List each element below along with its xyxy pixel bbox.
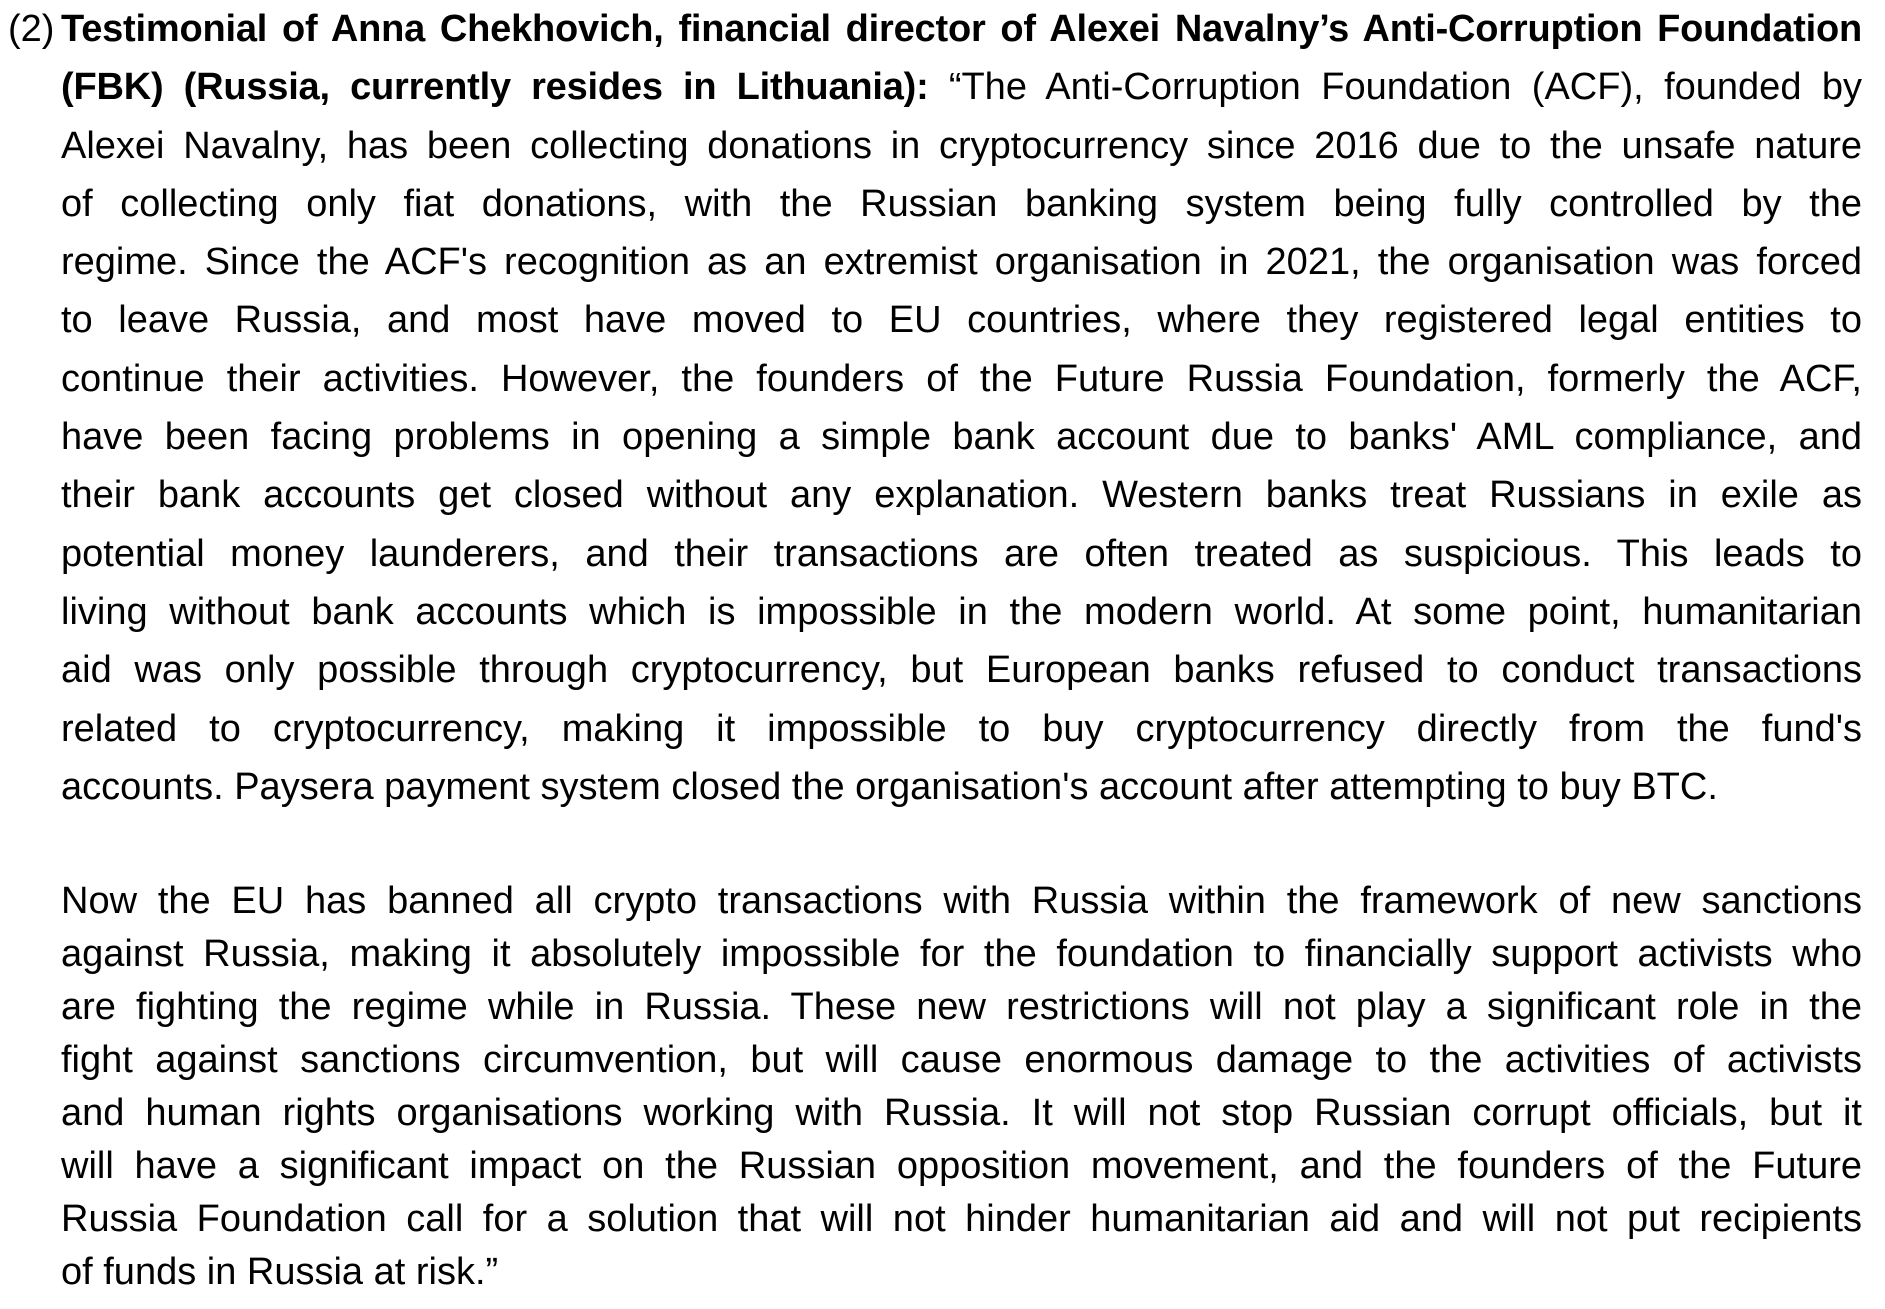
regular-text: against Russia, making it absolutely impossible for the foundation to financially support activists who [61,933,1862,975]
text-line [61,291,1862,349]
regular-text: related to cryptocurrency, making it impossible to buy cryptocurrency directly from the fund's [61,707,1862,750]
regular-text: regime. Since the ACF's recognition as an extremist organisation in 2021, the organisation was forced [61,241,1862,284]
regular-text: have been facing problems in opening a simple bank account due to banks' AML compliance, and [61,416,1862,459]
testimonial-paragraph-1 [61,0,1862,816]
regular-text: to leave Russia, and most have moved to EU countries, where they registered legal entities to [61,299,1862,342]
text-line [61,928,1862,981]
text-line [61,350,1862,408]
text-line [61,981,1862,1034]
text-line [61,525,1862,583]
bold-text: Testimonial of Anna Chekhovich, financial director of Alexei Navalny’s Anti-Corruption Foundation [61,8,1862,50]
testimonial-paragraph-2 [61,875,1862,1299]
regular-text: Alexei Navalny, has been collecting donations in cryptocurrency since 2016 due to the unsafe nature [61,124,1862,167]
regular-text: fight against sanctions circumvention, but will cause enormous damage to the activities of activists [61,1039,1862,1081]
text-line [61,1246,1862,1299]
text-line [61,641,1862,699]
regular-text: continue their activities. However, the founders of the Future Russia Foundation, formerly the ACF, [61,357,1862,400]
text-line [61,466,1862,524]
regular-text: aid was only possible through cryptocurrency, but European banks refused to conduct transactions [61,649,1862,692]
regular-text: accounts. Paysera payment system closed the organisation's account after attempting to buy BTC. [61,765,1718,808]
list-item-number: (2) [8,8,55,50]
text-line [61,1087,1862,1140]
text-line [61,1193,1862,1246]
regular-text: living without bank accounts which is impossible in the modern world. At some point, humanitarian [61,590,1862,633]
regular-text: are fighting the regime while in Russia. These new restrictions will not play a significant role in the [61,986,1862,1028]
regular-text: and human rights organisations working with Russia. It will not stop Russian corrupt officials, but it [61,1092,1862,1134]
text-line [61,875,1862,928]
regular-text: will have a significant impact on the Russian opposition movement, and the founders of the Future [61,1145,1862,1187]
text-line [61,700,1862,758]
text-line [61,117,1862,175]
regular-text: of funds in Russia at risk.” [61,1251,499,1293]
bold-text: (FBK) (Russia, currently resides in Lithuania): [61,66,949,109]
text-line [61,1034,1862,1087]
regular-text: of collecting only fiat donations, with the Russian banking system being fully controlled by the [61,182,1862,225]
text-line [61,1140,1862,1193]
regular-text: “The Anti-Corruption Foundation (ACF), founded by [948,66,1862,109]
regular-text: Russia Foundation call for a solution that will not hinder humanitarian aid and will not put recipients [61,1198,1862,1240]
text-line [61,758,1862,816]
text-line [61,408,1862,466]
regular-text: Now the EU has banned all crypto transactions with Russia within the framework of new sanctions [61,880,1862,922]
text-line [61,583,1862,641]
text-line [61,175,1862,233]
text-line [61,233,1862,291]
text-line [61,0,1862,58]
regular-text: potential money launderers, and their transactions are often treated as suspicious. This leads to [61,532,1862,575]
text-line [61,58,1862,116]
regular-text: their bank accounts get closed without any explanation. Western banks treat Russians in exile as [61,474,1862,517]
